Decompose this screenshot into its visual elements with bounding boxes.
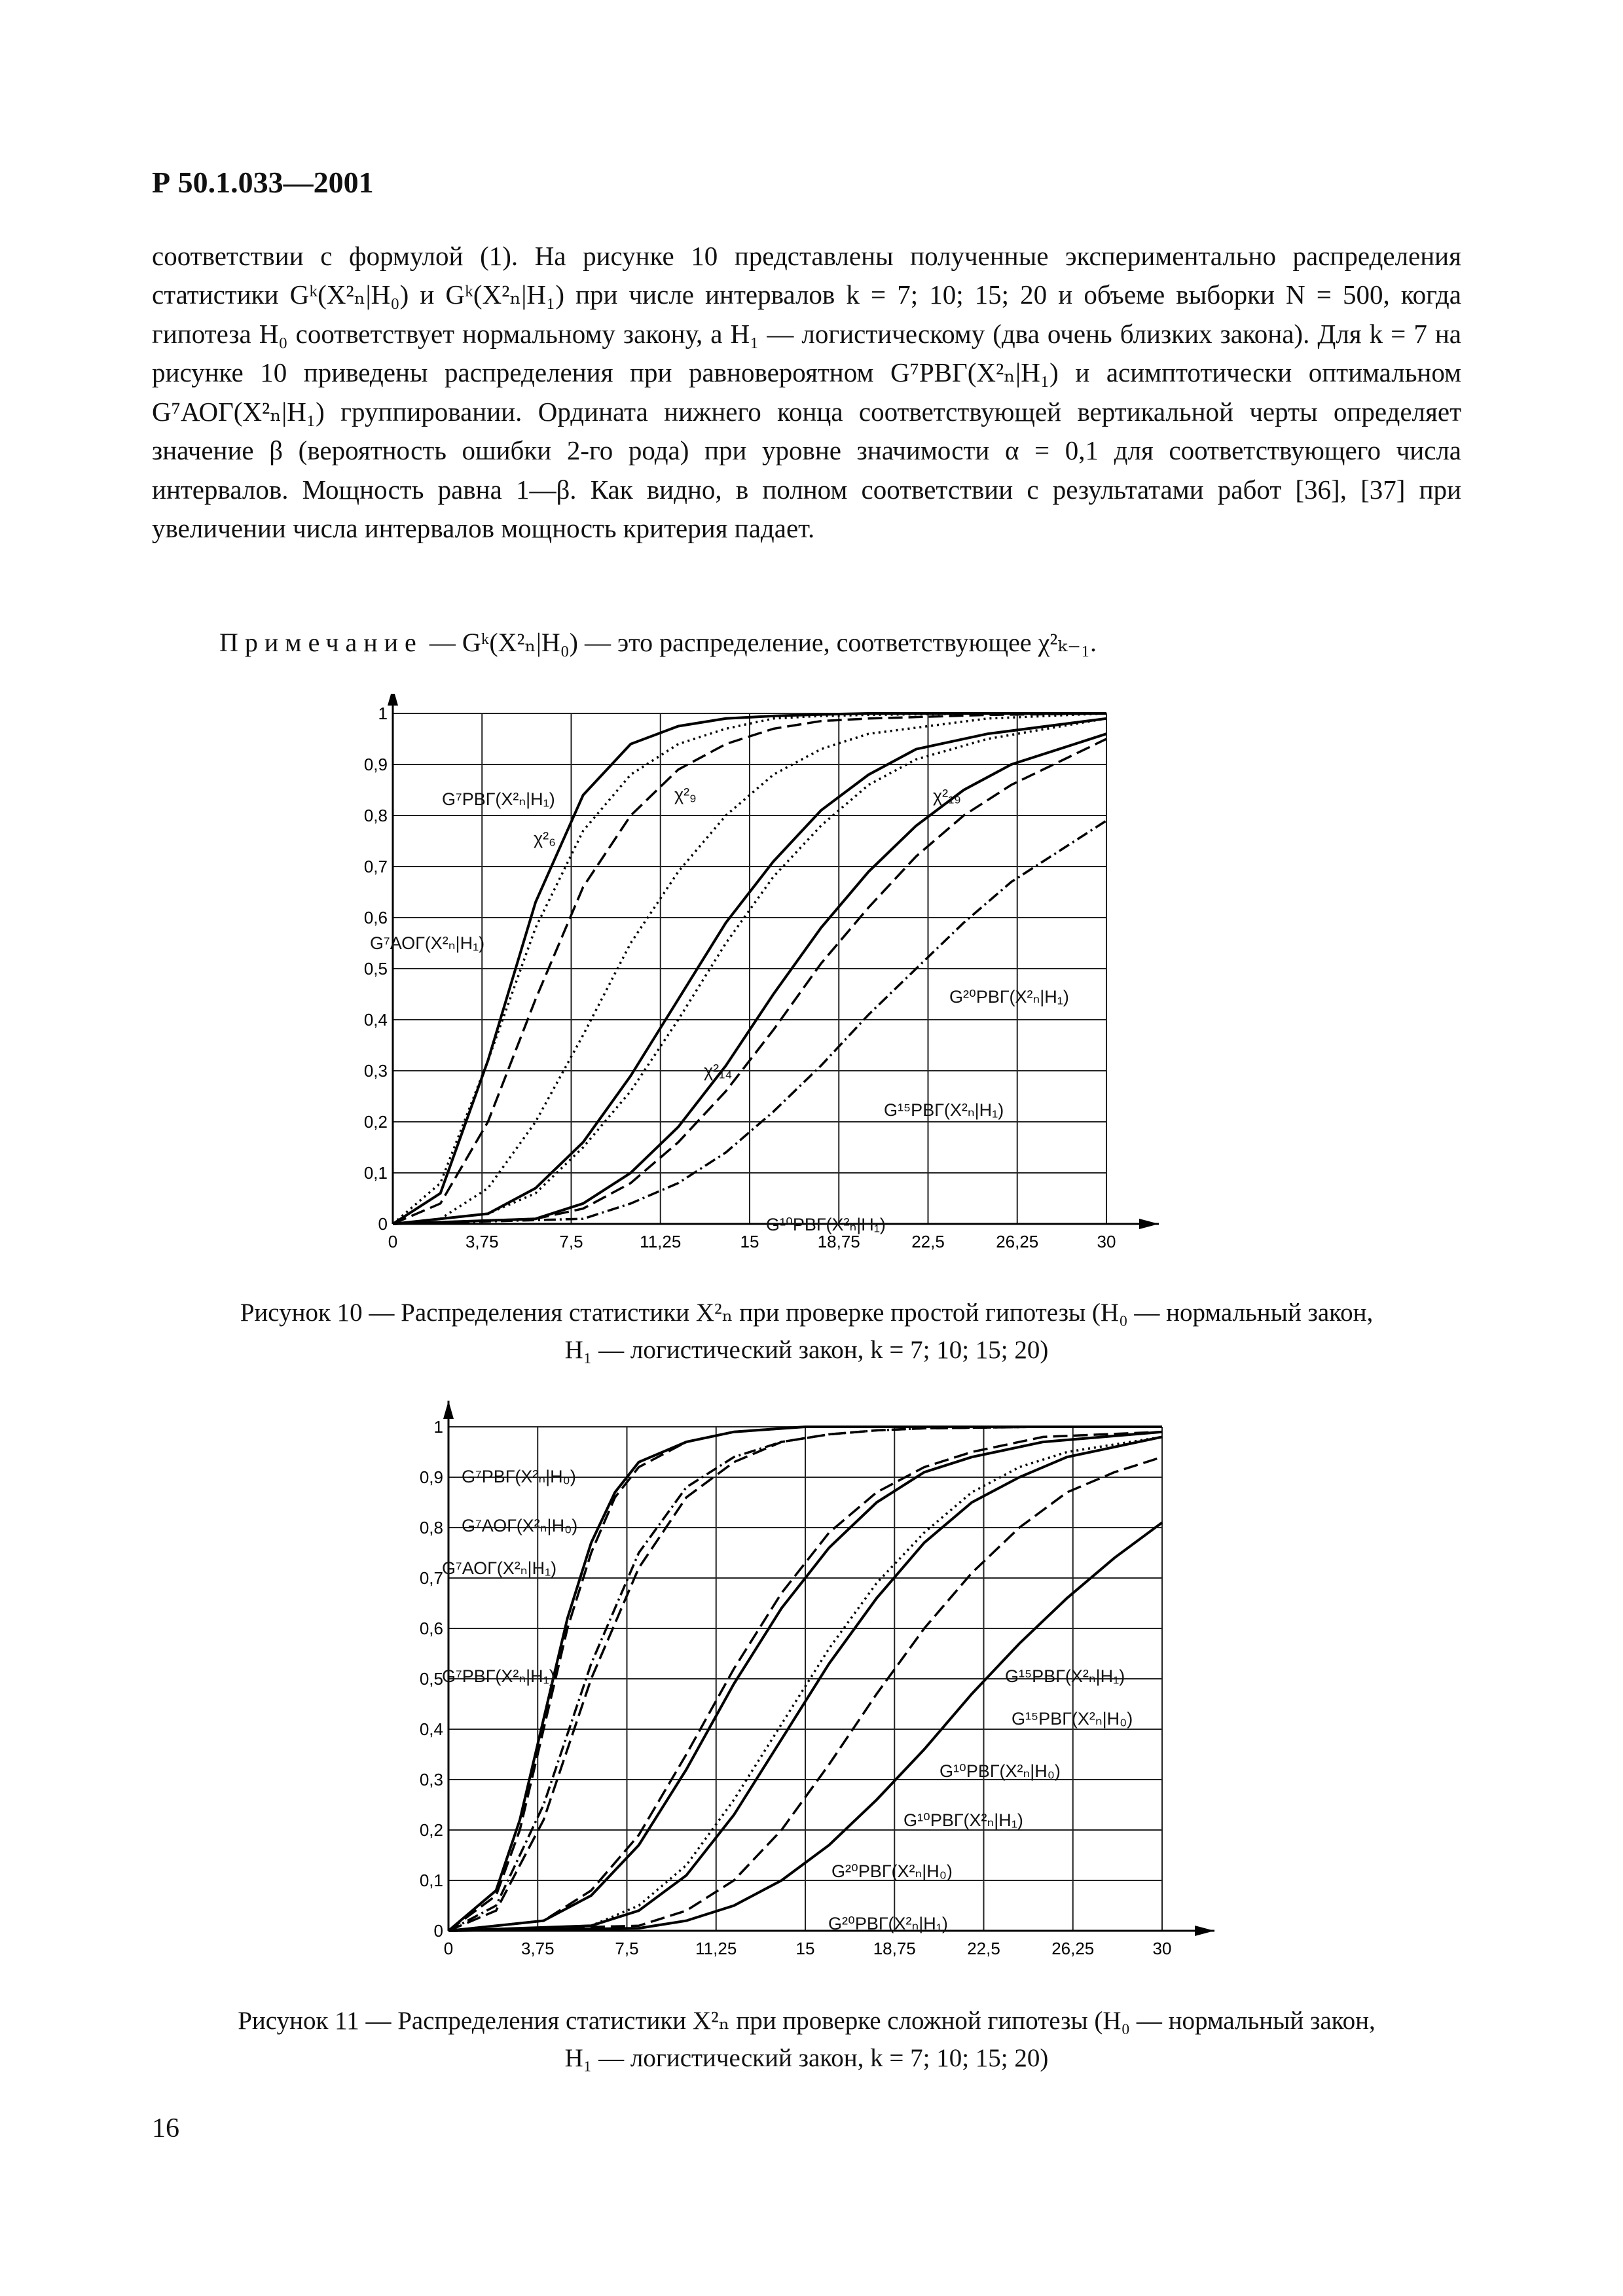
note xyxy=(219,627,1097,658)
note-text: — Gᵏ(X²ₙ|H₀) — это распределение, соответствующее χ²ₖ₋₁. xyxy=(429,628,1097,657)
fig10-y-tick: 1 xyxy=(378,704,388,723)
fig10-plot xyxy=(364,694,1159,1251)
page-number: 16 xyxy=(152,2113,179,2144)
fig11-y-tick: 1 xyxy=(433,1417,443,1437)
fig11-label-g10-rvg-h1: G¹⁰РВГ(X²ₙ|H₁) xyxy=(903,1810,1023,1830)
fig11-y-tick: 0,4 xyxy=(419,1719,443,1739)
fig10-label-g7-rvg-h1: G⁷РВГ(X²ₙ|H₁) xyxy=(442,789,555,809)
fig10-label-g7-aog-h1: G⁷АОГ(X²ₙ|H₁) xyxy=(370,933,485,953)
fig10-y-tick: 0 xyxy=(378,1214,388,1234)
fig11-label-g20-rvg-h0: G²⁰РВГ(X²ₙ|H₀) xyxy=(831,1861,953,1881)
figure-10-caption-line1: Рисунок 10 — Распределения статистики X²ₙ при проверке простой гипотезы (H₀ — нормальный закон, xyxy=(240,1299,1374,1327)
fig10-x-tick: 22,5 xyxy=(911,1232,945,1251)
fig11-y-arrow xyxy=(443,1401,454,1419)
note-label: Примечание xyxy=(219,628,423,657)
fig11-y-tick: 0,5 xyxy=(419,1669,443,1689)
fig10-y-tick: 0,5 xyxy=(363,959,388,978)
fig11-label-g15-rvg-h1: G¹⁵РВГ(X²ₙ|H₁) xyxy=(1005,1666,1125,1686)
fig11-label-g7-rvg-h0: G⁷РВГ(X²ₙ|H₀) xyxy=(462,1467,576,1486)
figure-11-caption-line2: H₁ — логистический закон, k = 7; 10; 15; 20) xyxy=(564,2043,1049,2072)
fig10-x-tick: 15 xyxy=(740,1232,759,1251)
page-header: Р 50.1.033—2001 xyxy=(152,166,374,199)
figure-10 xyxy=(340,694,1192,1270)
fig11-x-tick: 15 xyxy=(795,1939,815,1958)
fig11-y-tick: 0,2 xyxy=(419,1820,443,1840)
fig11-label-g7-rvg-h1: G⁷РВГ(X²ₙ|H₁) xyxy=(442,1666,555,1686)
fig10-y-tick: 0,1 xyxy=(363,1163,388,1183)
fig10-label-chi14: χ²₁₄ xyxy=(704,1061,733,1081)
fig11-x-arrow xyxy=(1195,1926,1214,1936)
fig10-label-chi6: χ²₆ xyxy=(534,829,556,848)
fig11-x-tick: 30 xyxy=(1152,1939,1172,1958)
fig10-label-g10-rvg-h1: G¹⁰РВГ(X²ₙ|H₁) xyxy=(766,1215,886,1234)
fig11-y-tick: 0,6 xyxy=(419,1619,443,1638)
fig10-x-tick: 26,25 xyxy=(996,1232,1039,1251)
fig11-x-tick: 22,5 xyxy=(967,1939,1000,1958)
fig10-x-tick: 0 xyxy=(388,1232,398,1251)
fig10-y-tick: 0,6 xyxy=(363,908,388,927)
fig11-x-tick: 26,25 xyxy=(1051,1939,1095,1958)
fig10-x-tick: 18,75 xyxy=(817,1232,860,1251)
fig10-y-tick: 0,8 xyxy=(363,806,388,825)
fig11-label-g10-rvg-h0: G¹⁰РВГ(X²ₙ|H₀) xyxy=(939,1761,1061,1781)
fig11-y-tick: 0,3 xyxy=(419,1770,443,1789)
fig10-x-tick: 3,75 xyxy=(465,1232,499,1251)
fig10-x-tick: 11,25 xyxy=(640,1232,682,1251)
fig10-y-tick: 0,7 xyxy=(363,857,388,876)
body-paragraph xyxy=(152,237,1461,548)
fig10-x-arrow xyxy=(1139,1219,1159,1229)
fig10-y-tick: 0,4 xyxy=(363,1010,388,1030)
fig10-x-tick: 7,5 xyxy=(559,1232,583,1251)
figure-11-caption xyxy=(152,2003,1461,2077)
figure-11-caption-line1: Рисунок 11 — Распределения статистики X²ₙ при проверке сложной гипотезы (H₀ — нормальный закон, xyxy=(238,2007,1376,2035)
fig11-y-tick: 0,8 xyxy=(419,1518,443,1537)
paragraph-text: соответствии с формулой (1). На рисунке 10 представлены полученные экспериментально распределения статистики Gᵏ(X²ₙ|H₀) и Gᵏ(X²ₙ|H₁) при числе интервалов k = 7; 10; 15; 20 и объеме выборки N = 500, когда гипотеза H₀ соответствует нормальному закону, а H₁ — логистическому (два очень близких закона). Для k = 7 на рисунке 10 приведены распределения при равновероятном G⁷РВГ(X²ₙ|H₁) и асимптотически оптимальном G⁷АОГ(X²ₙ|H₁) группировании. Ордината нижнего конца соответствующей вертикальной черты определяет значение β (вероятность ошибки 2-го рода) при уровне значимости α = 0,1 для соответствующего числа интервалов. Мощность равна 1—β. Как видно, в полном соответствии с результатами работ [36], [37] при увеличении числа интервалов мощность критерия падает. xyxy=(152,241,1461,544)
fig11-label-g20-rvg-h1: G²⁰РВГ(X²ₙ|H₁) xyxy=(828,1914,948,1933)
fig11-y-tick: 0 xyxy=(433,1921,443,1941)
figure-10-caption-line2: H₁ — логистический закон, k = 7; 10; 15; 20) xyxy=(564,1335,1049,1364)
fig11-x-tick: 3,75 xyxy=(520,1939,555,1958)
fig10-labels xyxy=(370,785,1069,1234)
fig10-label-g15-rvg-h1: G¹⁵РВГ(X²ₙ|H₁) xyxy=(884,1100,1004,1120)
fig11-y-tick: 0,7 xyxy=(419,1568,443,1588)
figure-11-chart xyxy=(393,1401,1244,1990)
fig10-y-arrow xyxy=(388,694,398,706)
fig10-label-g20-rvg-h1: G²⁰РВГ(X²ₙ|H₁) xyxy=(949,987,1069,1007)
fig10-y-tick: 0,9 xyxy=(363,755,388,774)
figure-10-chart xyxy=(340,694,1192,1270)
fig11-y-tick: 0,1 xyxy=(419,1871,443,1890)
figure-11 xyxy=(393,1401,1244,1990)
fig10-y-tick: 0,3 xyxy=(363,1061,388,1081)
fig11-label-g7-aog-h1: G⁷АОГ(X²ₙ|H₁) xyxy=(442,1558,557,1578)
fig11-label-g15-rvg-h0: G¹⁵РВГ(X²ₙ|H₀) xyxy=(1012,1709,1133,1729)
fig10-y-tick: 0,2 xyxy=(363,1112,388,1132)
fig11-x-tick: 11,25 xyxy=(695,1939,737,1958)
fig10-label-chi19: χ²₁₉ xyxy=(933,786,961,806)
fig11-label-g7-aog-h0: G⁷АОГ(X²ₙ|H₀) xyxy=(462,1516,578,1535)
fig10-x-tick: 30 xyxy=(1097,1232,1116,1251)
fig10-label-chi9: χ²₉ xyxy=(674,785,697,804)
fig11-x-tick: 0 xyxy=(443,1939,454,1958)
fig11-x-tick: 18,75 xyxy=(873,1939,916,1958)
fig11-x-tick: 7,5 xyxy=(615,1939,639,1958)
fig11-y-tick: 0,9 xyxy=(419,1467,443,1487)
figure-10-caption xyxy=(152,1295,1461,1369)
fig11-labels xyxy=(442,1467,1133,1933)
